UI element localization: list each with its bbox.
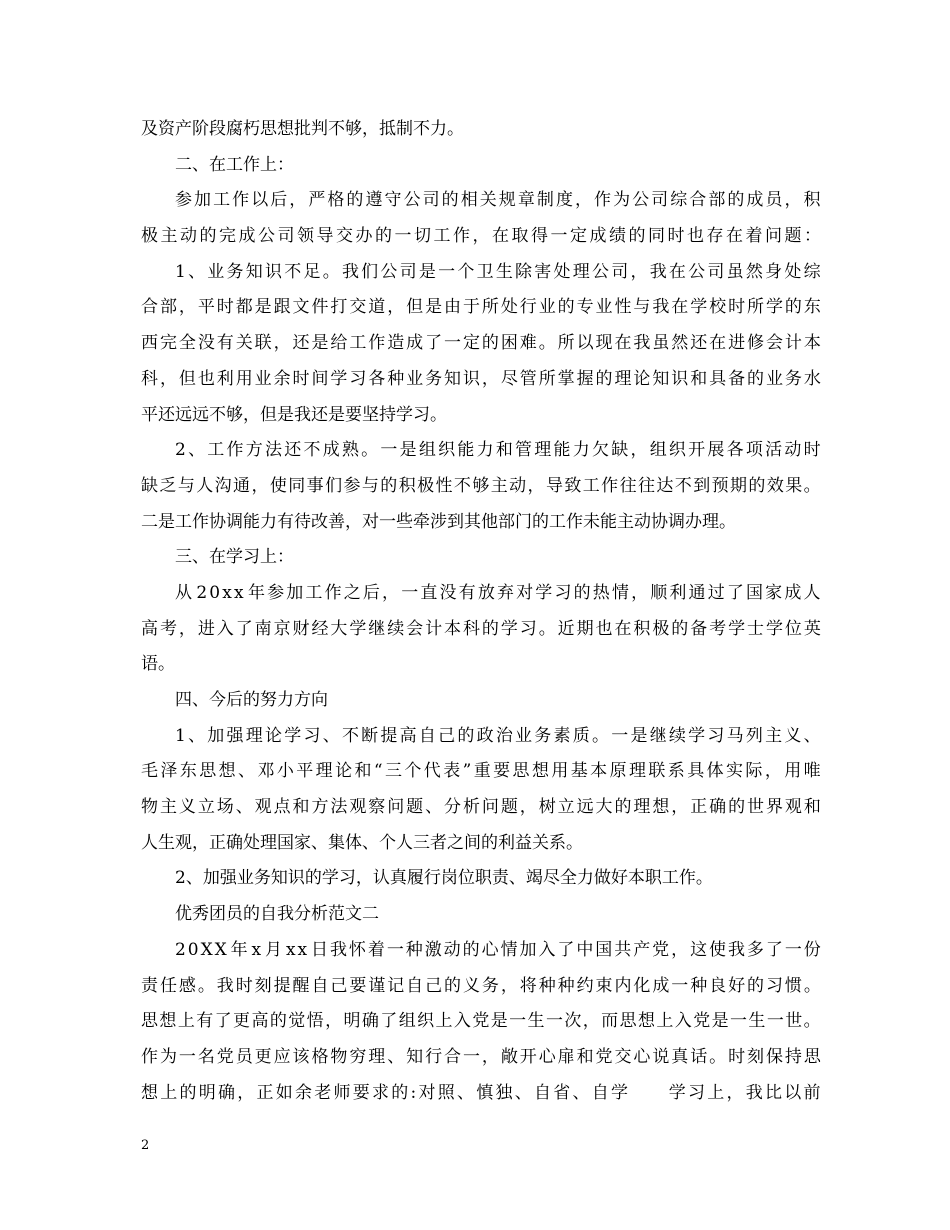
text-line: 1 、 业 务 知 识 不 足 。 我 们 公 司 是 一 个 卫 生 除 害 处 理 公 司 ， 我 在 公 司 虽 然 身 处 综 — [175, 261, 821, 282]
body-text — [141, 112, 821, 1111]
text-line: 科 ， 但 也 利 用 业 余 时 间 学 习 各 种 业 务 知 识 ， 尽 管 所 掌 握 的 理 论 知 识 和 具 备 的 业 务 水 — [141, 368, 821, 389]
text-line: 及资产阶段腐朽思想批判不够，抵制不力。 — [141, 119, 464, 139]
text-line: 语。 — [141, 654, 175, 675]
text-line: 参 加 工 作 以 后 ， 严 格 的 遵 守 公 司 的 相 关 规 章 制 度 ， 作 为 公 司 综 合 部 的 成 员 ， 积 — [175, 190, 821, 211]
text-line: 2 0 X X 年 x 月 x x 日 我 怀 着 一 种 激 动 的 心 情 加 入 了 中 国 共 产 党 ， 这 使 我 多 了 一 份 — [175, 939, 821, 960]
text-line: 三、在学习上： — [175, 547, 294, 568]
text-line: 1 、 加 强 理 论 学 习 、 不 断 提 高 自 己 的 政 治 业 务 素 质 。 一 是 继 续 学 习 马 列 主 义 、 — [175, 725, 821, 746]
text-line: 优秀团员的自我分析范文二 — [175, 904, 379, 925]
text-line: 合 部 ， 平 时 都 是 跟 文 件 打 交 道 ， 但 是 由 于 所 处 行 业 的 专 业 性 与 我 在 学 校 时 所 学 的 东 — [141, 297, 821, 318]
text-line: 二是工作协调能力有待改善，对一些牵涉到其他部门的工作未能主动协调办理。 — [141, 511, 736, 532]
text-line: 二、在工作上： — [175, 154, 294, 175]
page-number: 2 — [141, 1138, 150, 1153]
text-line: 毛 泽 东 思 想 、 邓 小 平 理 论 和 “ 三 个 代 表 ” 重 要 思 想 用 基 本 原 理 联 系 具 体 实 际 ， 用 唯 — [141, 761, 821, 782]
text-line: 责 任 感 。 我 时 刻 提 醒 自 己 要 谨 记 自 己 的 义 务 ， 将 种 种 约 束 内 化 成 一 种 良 好 的 习 惯 。 — [141, 975, 821, 996]
text-line: 想 上 的 明 确 ， 正 如 余 老 师 要 求 的 : 对 照 、 慎 独 、 自 省 、 自 学 学 习 上 ， 我 比 以 前 — [141, 1082, 821, 1103]
text-line: 平还远远不够，但是我还是要坚持学习。 — [141, 404, 447, 425]
text-line: 极 主 动 的 完 成 公 司 领 导 交 办 的 一 切 工 作 ， 在 取 得 一 定 成 绩 的 同 时 也 存 在 着 问 题 ： — [141, 226, 821, 247]
text-line: 四、今后的努力方向 — [175, 690, 328, 710]
text-line: 2、加强业务知识的学习，认真履行岗位职责、竭尽全力做好本职工作。 — [175, 868, 713, 889]
text-line: 思 想 上 有 了 更 高 的 觉 悟 ， 明 确 了 组 织 上 入 党 是 一 生 一 次 ， 而 思 想 上 入 党 是 一 生 一 世 。 — [141, 1011, 821, 1032]
text-line: 作 为 一 名 党 员 更 应 该 格 物 穷 理 、 知 行 合 一 ， 敞 开 心 扉 和 党 交 心 说 真 话 。 时 刻 保 持 思 — [141, 1046, 821, 1067]
text-line: 西 完 全 没 有 关 联 ， 还 是 给 工 作 造 成 了 一 定 的 困 难 。 所 以 现 在 我 虽 然 还 在 进 修 会 计 本 — [141, 333, 821, 354]
text-line: 物 主 义 立 场 、 观 点 和 方 法 观 察 问 题 、 分 析 问 题 ， 树 立 远 大 的 理 想 ， 正 确 的 世 界 观 和 — [141, 797, 821, 818]
text-line: 高 考 ， 进 入 了 南 京 财 经 大 学 继 续 会 计 本 科 的 学 习 。 近 期 也 在 积 极 的 备 考 学 士 学 位 英 — [141, 618, 821, 639]
text-line: 2 、 工 作 方 法 还 不 成 熟 。 一 是 组 织 能 力 和 管 理 能 力 欠 缺 ， 组 织 开 展 各 项 活 动 时 — [175, 440, 821, 461]
text-line: 缺 乏 与 人 沟 通 ， 使 同 事 们 参 与 的 积 极 性 不 够 主 动 ， 导 致 工 作 往 往 达 不 到 预 期 的 效 果 。 — [141, 475, 821, 496]
text-line: 从 2 0 x x 年 参 加 工 作 之 后 ， 一 直 没 有 放 弃 对 学 习 的 热 情 ， 顺 利 通 过 了 国 家 成 人 — [175, 582, 821, 603]
text-line: 人生观，正确处理国家、集体、个人三者之间的利益关系。 — [141, 832, 583, 853]
